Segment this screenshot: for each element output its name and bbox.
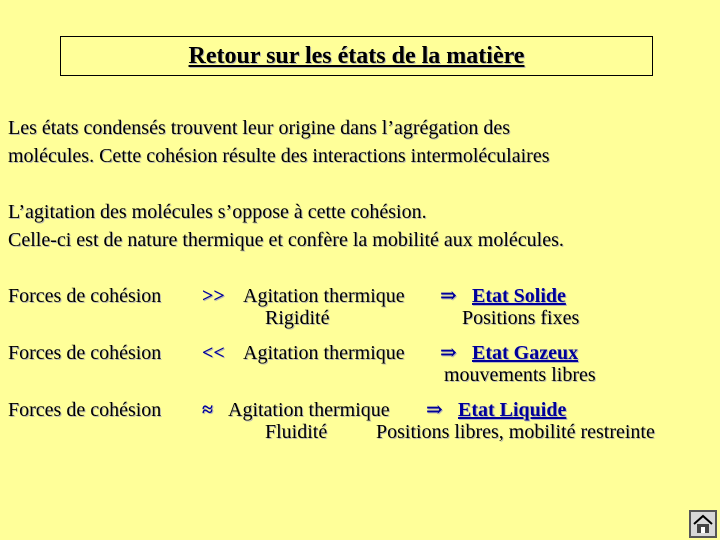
- home-icon: [691, 512, 715, 536]
- row-gas-middle: Agitation thermique: [243, 342, 405, 364]
- paragraph-1: [8, 114, 549, 170]
- row-solid-operator: >>: [202, 285, 225, 307]
- row-solid-left: Forces de cohésion: [8, 285, 162, 307]
- row-solid-sub2: Positions fixes: [462, 307, 580, 329]
- paragraph-2-line-2: Celle-ci est de nature thermique et confère la mobilité aux molécules.: [8, 229, 564, 251]
- row-liquid-middle: Agitation thermique: [228, 399, 390, 421]
- row-liquid-operator: ≈: [202, 399, 213, 421]
- title-box: [60, 36, 653, 76]
- row-liquid-state: Etat Liquide: [458, 399, 567, 421]
- row-liquid-sub1: Fluidité: [265, 421, 328, 443]
- implies-arrow-icon: ⇒: [440, 342, 457, 364]
- home-button[interactable]: [689, 510, 717, 538]
- paragraph-1-line-1: Les états condensés trouvent leur origine dans l’agrégation des: [8, 117, 511, 139]
- implies-arrow-icon: ⇒: [440, 285, 457, 307]
- row-solid-middle: Agitation thermique: [243, 285, 405, 307]
- row-gas-left: Forces de cohésion: [8, 342, 162, 364]
- paragraph-1-line-2: molécules. Cette cohésion résulte des interactions intermoléculaires: [8, 145, 550, 167]
- row-solid-sub1: Rigidité: [265, 307, 330, 329]
- row-gas-state: Etat Gazeux: [472, 342, 579, 364]
- paragraph-2: [8, 198, 564, 254]
- row-liquid-left: Forces de cohésion: [8, 399, 162, 421]
- row-solid-state: Etat Solide: [472, 285, 566, 307]
- row-gas-operator: <<: [202, 342, 225, 364]
- page-title: Retour sur les états de la matière: [188, 42, 525, 69]
- paragraph-2-line-1: L’agitation des molécules s’oppose à cette cohésion.: [8, 201, 427, 223]
- row-liquid-sub2: Positions libres, mobilité restreinte: [376, 421, 655, 443]
- row-gas-sub2: mouvements libres: [444, 364, 596, 386]
- implies-arrow-icon: ⇒: [426, 399, 443, 421]
